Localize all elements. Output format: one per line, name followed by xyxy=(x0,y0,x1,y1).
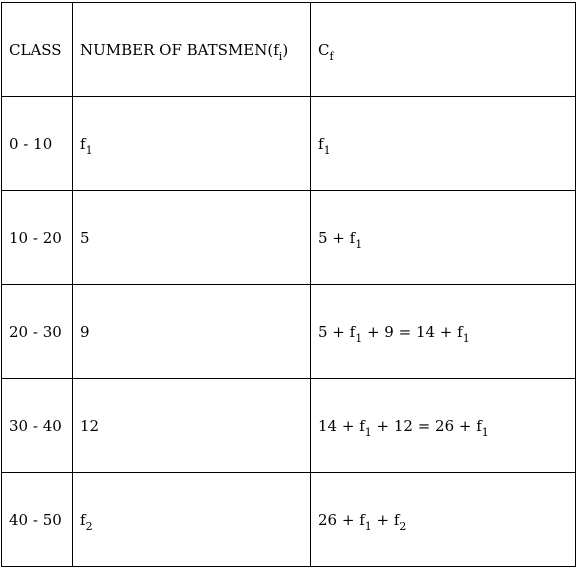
header-cf-label: C xyxy=(318,40,330,59)
number-value: f xyxy=(80,134,86,153)
header-cf-subscript: f xyxy=(329,49,334,63)
cf-text: f xyxy=(318,134,324,153)
cf-cell xyxy=(311,473,576,567)
cf-cell xyxy=(311,191,576,285)
header-class xyxy=(2,3,73,97)
class-cell xyxy=(2,379,73,473)
frequency-table xyxy=(1,2,576,567)
cf-text: 26 + f xyxy=(318,510,365,529)
class-cell xyxy=(2,285,73,379)
class-value: 40 - 50 xyxy=(9,510,62,529)
cf-text: 5 + f xyxy=(318,228,356,247)
header-number-of-batsmen xyxy=(73,3,311,97)
cf-text: 5 + f xyxy=(318,322,356,341)
cf-subscript: 1 xyxy=(481,425,489,439)
number-cell xyxy=(73,97,311,191)
class-value: 10 - 20 xyxy=(9,228,62,247)
number-cell xyxy=(73,473,311,567)
class-value: 0 - 10 xyxy=(9,134,53,153)
header-number-label: NUMBER OF BATSMEN(f xyxy=(80,40,279,59)
number-value: 5 xyxy=(80,228,90,247)
cf-subscript: 1 xyxy=(355,237,363,251)
number-subscript: 1 xyxy=(85,143,93,157)
table-row xyxy=(2,191,576,285)
header-cumulative-frequency xyxy=(311,3,576,97)
cf-cell xyxy=(311,285,576,379)
header-row xyxy=(2,3,576,97)
header-class-label: CLASS xyxy=(9,40,62,59)
cf-subscript: 1 xyxy=(323,143,331,157)
cf-subscript: 1 xyxy=(462,331,470,345)
cf-subscript: 2 xyxy=(399,519,407,533)
cf-cell xyxy=(311,379,576,473)
number-value: f xyxy=(80,510,86,529)
number-subscript: 2 xyxy=(85,519,93,533)
table-row xyxy=(2,285,576,379)
cf-text: 14 + f xyxy=(318,416,365,435)
cf-subscript: 1 xyxy=(355,331,363,345)
cf-subscript: 1 xyxy=(364,519,372,533)
number-value: 9 xyxy=(80,322,90,341)
number-value: 12 xyxy=(80,416,100,435)
number-cell xyxy=(73,379,311,473)
header-number-subscript: i xyxy=(278,49,283,63)
cf-text: + 12 = 26 + f xyxy=(371,416,482,435)
cf-subscript: 1 xyxy=(364,425,372,439)
class-cell xyxy=(2,473,73,567)
class-value: 30 - 40 xyxy=(9,416,62,435)
table-row xyxy=(2,379,576,473)
number-cell xyxy=(73,285,311,379)
class-value: 20 - 30 xyxy=(9,322,62,341)
class-cell xyxy=(2,97,73,191)
number-cell xyxy=(73,191,311,285)
cf-text: + f xyxy=(371,510,400,529)
class-cell xyxy=(2,191,73,285)
cf-cell xyxy=(311,97,576,191)
cf-text: + 9 = 14 + f xyxy=(362,322,463,341)
header-number-close: ) xyxy=(282,40,289,59)
table-row xyxy=(2,97,576,191)
table-row xyxy=(2,473,576,567)
